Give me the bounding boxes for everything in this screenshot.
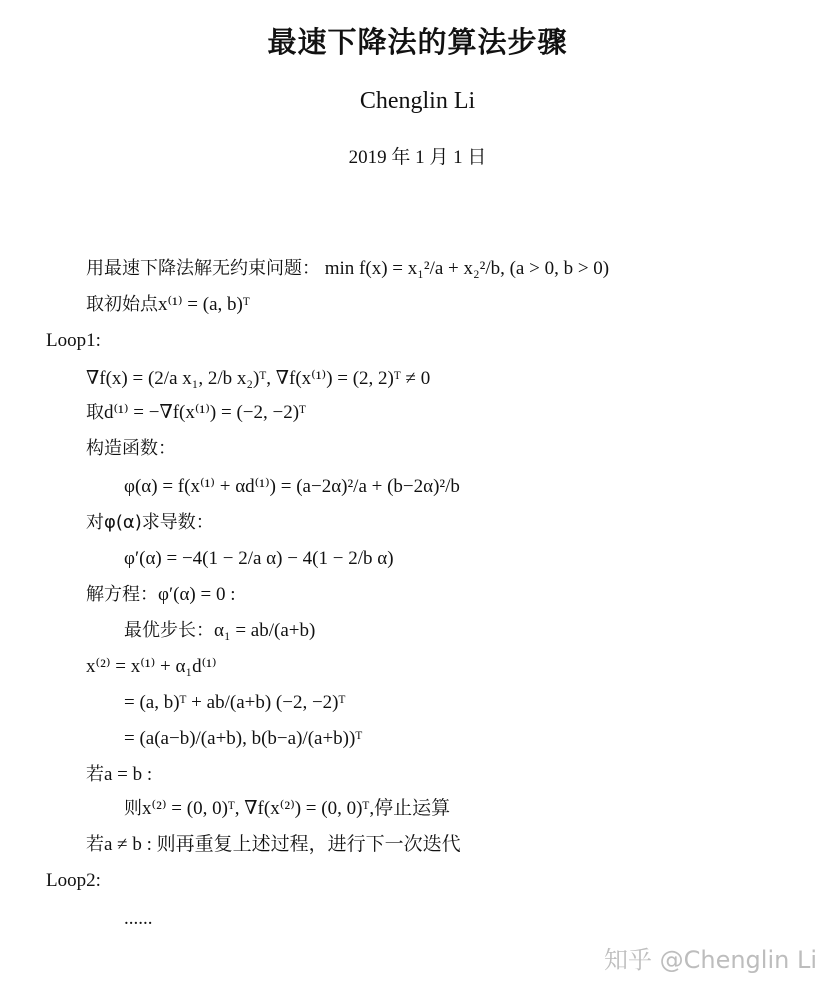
page-title: 最速下降法的算法步骤: [267, 25, 568, 59]
phi-definition: φ(α) = f(x⁽¹⁾ + αd⁽¹⁾) = (a−2α)²/a + (b−2α)²/b: [124, 476, 460, 497]
case-equal: 若a = b :: [86, 764, 153, 785]
gradient-line: ∇f(x) = (2/a x₁, 2/b x₂)ᵀ, ∇f(x⁽¹⁾) = (2, 2)ᵀ ≠ 0: [86, 368, 431, 389]
date: 2019 年 1 月 1 日: [348, 147, 487, 168]
case-not-equal: 若a ≠ b : 则再重复上述过程，进行下一次迭代: [86, 834, 461, 855]
update-x2-step3: = (a(a−b)/(a+b), b(b−a)/(a+b))ᵀ: [124, 728, 363, 749]
update-x2-step2: = (a, b)ᵀ + ab/(a+b) (−2, −2)ᵀ: [124, 692, 346, 713]
solve-equation: 解方程：φ′(α) = 0 :: [86, 584, 236, 605]
phi-derivative: φ′(α) = −4(1 − 2/a α) − 4(1 − 2/b α): [124, 548, 394, 569]
stop-condition: 则x⁽²⁾ = (0, 0)ᵀ, ∇f(x⁽²⁾) = (0, 0)ᵀ,停止运算: [124, 798, 451, 819]
direction-line: 取d⁽¹⁾ = −∇f(x⁽¹⁾) = (−2, −2)ᵀ: [86, 402, 306, 423]
author: Chenglin Li: [359, 88, 476, 114]
ellipsis: ......: [124, 908, 153, 929]
loop2-label: Loop2:: [46, 870, 101, 891]
initial-point: 取初始点x⁽¹⁾ = (a, b)ᵀ: [86, 294, 250, 315]
update-x2: x⁽²⁾ = x⁽¹⁾ + α₁d⁽¹⁾: [86, 656, 217, 677]
derivative-label: 对φ(α)求导数：: [86, 512, 214, 533]
construct-function-label: 构造函数：: [86, 438, 176, 459]
watermark: 知乎 @Chenglin Li: [603, 946, 817, 974]
loop1-label: Loop1:: [46, 330, 101, 351]
problem-statement: 用最速下降法解无约束问题： min f(x) = x₁²/a + x₂²/b, (a > 0, b > 0): [86, 258, 610, 279]
optimal-step: 最优步长：α₁ = ab/(a+b): [124, 620, 316, 641]
